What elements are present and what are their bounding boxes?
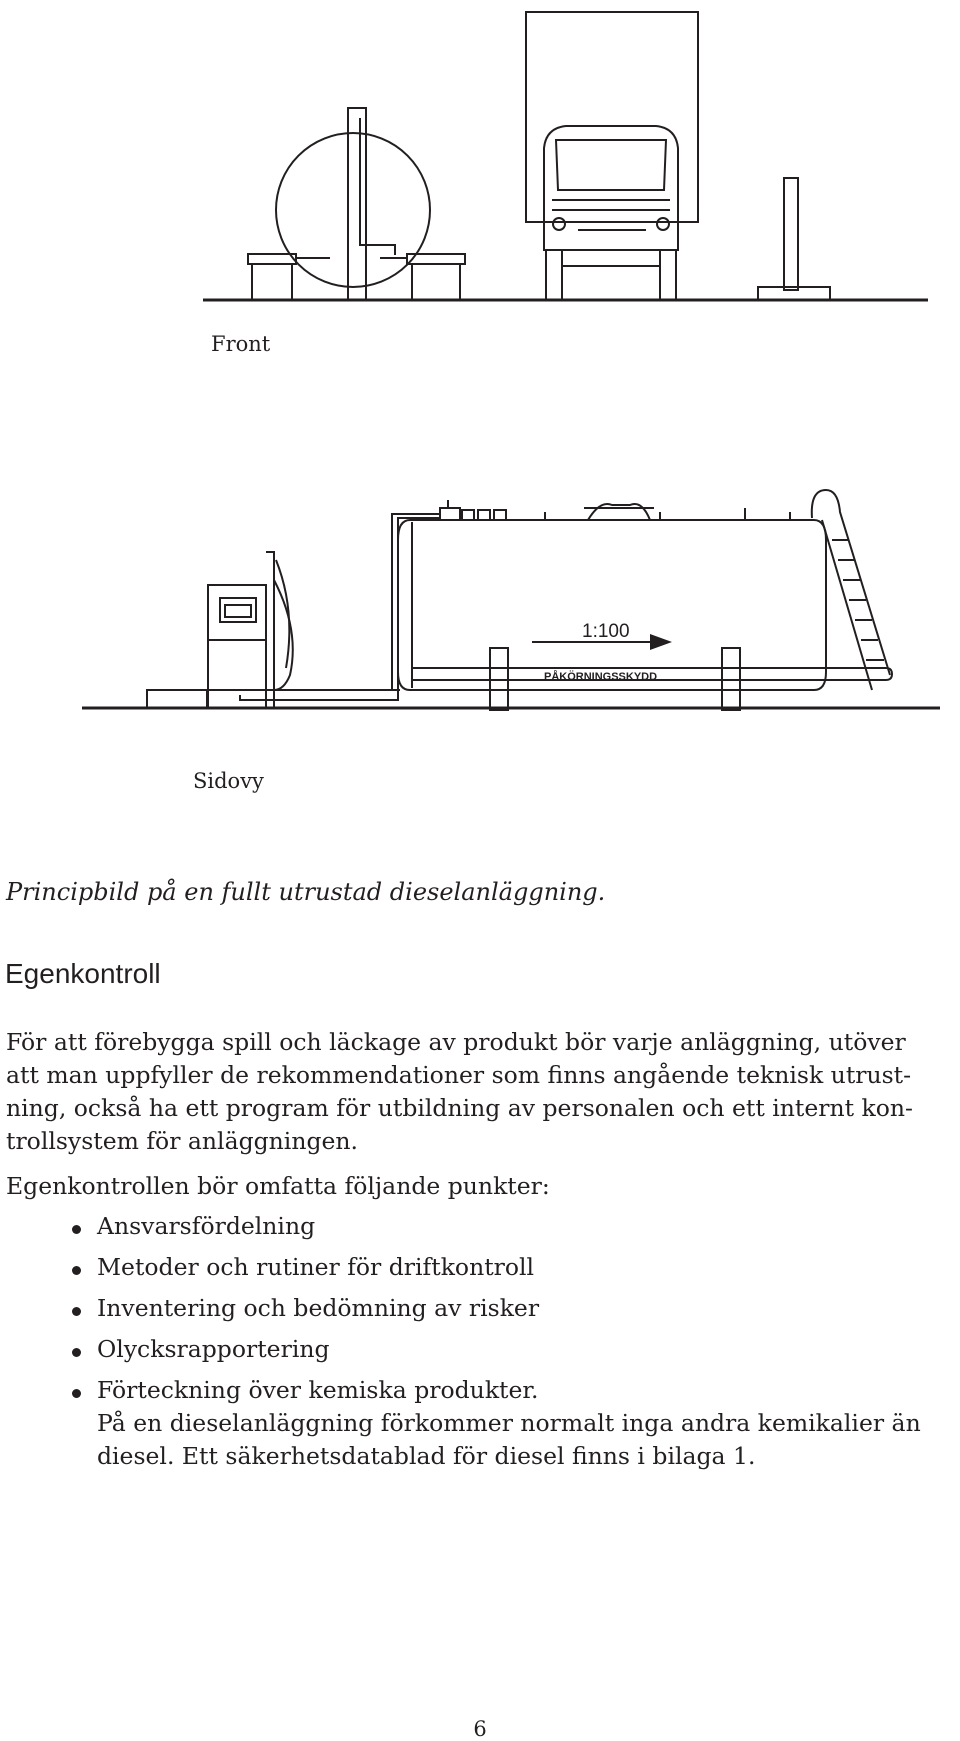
scale-label: 1:100 [582,621,630,642]
paragraph-line: trollsystem för anläggningen. [6,1127,359,1155]
list-intro: Egenkontrollen bör omfatta följande punkter: [6,1172,550,1200]
section-heading: Egenkontroll [5,958,161,989]
side-view-drawing [82,490,940,710]
list-item-text: Olycksrapportering [97,1335,330,1363]
list-item-text: Förteckning över kemiska produkter. [97,1376,539,1404]
collision-guard-label: PÅKÖRNINGSSKYDD [544,671,658,683]
list-item [68,1210,958,1251]
paragraph-line: att man uppfyller de rekommendationer som finns angående teknisk utrust- [6,1061,912,1089]
figure-caption: Principbild på en fullt utrustad dieselanläggning. [6,878,606,906]
list-item [68,1333,958,1374]
body-paragraph [6,1026,956,1158]
front-view-label: Front [211,332,271,356]
page-number: 6 [473,1717,487,1741]
technical-drawing [0,0,960,760]
paragraph-line: ning, också ha ett program för utbildning av personalen och ett internt kon- [6,1094,913,1122]
paragraph-line: För att förebygga spill och läckage av produkt bör varje anläggning, utöver [6,1028,906,1056]
bullet-list [68,1210,958,1415]
bullet-icon [72,1307,81,1316]
front-view-drawing [203,12,928,300]
arrow-right-icon [650,634,672,650]
continuation-line: diesel. Ett säkerhetsdatablad för diesel finns i bilaga 1. [97,1442,756,1470]
list-item-text: Metoder och rutiner för driftkontroll [97,1253,535,1281]
list-item [68,1292,958,1333]
list-item [68,1251,958,1292]
bullet-icon [72,1389,81,1398]
bullet-icon [72,1266,81,1275]
side-view-label: Sidovy [193,769,264,793]
bullet-icon [72,1225,81,1234]
bullet-icon [72,1348,81,1357]
list-item-text: Ansvarsfördelning [97,1212,316,1240]
continuation-line: På en dieselanläggning förkommer normalt inga andra kemikalier än [97,1409,921,1437]
continuation-text [97,1407,959,1473]
list-item-text: Inventering och bedömning av risker [97,1294,540,1322]
